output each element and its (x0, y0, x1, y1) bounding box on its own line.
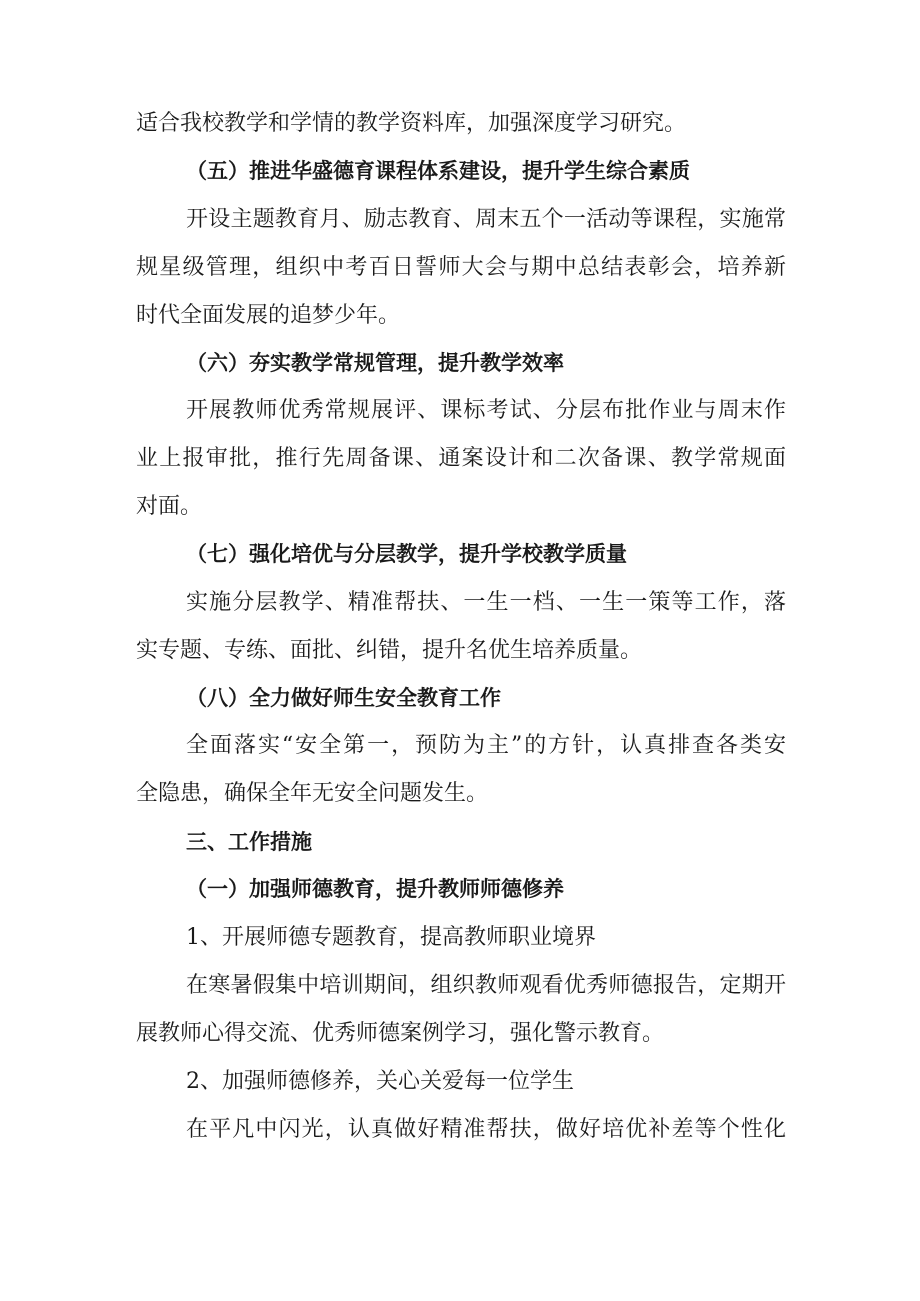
paragraph-line: 全隐患，确保全年无安全问题发生。 (136, 781, 489, 806)
paragraph-line: 对面。 (136, 494, 203, 519)
paragraph-line: 时代全面发展的追梦少年。 (136, 303, 401, 328)
paragraph-line: 适合我校教学和学情的教学资料库，加强深度学习研究。 (136, 111, 687, 136)
paragraph-line: 全面落实“安全第一，预防为主”的方针，认真排查各类安 (186, 733, 786, 758)
paragraph-line: 开展教师优秀常规展评、课标考试、分层布批作业与周末作 (186, 398, 786, 423)
subheading-2: 2、加强师德修养，关心关爱每一位学生 (186, 1069, 574, 1094)
paragraph-line: 实专题、专练、面批、纠错，提升名优生培养质量。 (136, 638, 643, 663)
paragraph-line: 实施分层教学、精准帮扶、一生一档、一生一策等工作，落 (186, 590, 786, 615)
paragraph-line: 在寒暑假集中培训期间，组织教师观看优秀师德报告，定期开 (186, 973, 786, 998)
section-heading-1: （一）加强师德教育，提升教师师德修养 (186, 877, 564, 901)
paragraph-line: 规星级管理，组织中考百日誓师大会与期中总结表彰会，培养新 (136, 255, 786, 280)
section-heading-8: （八）全力做好师生安全教育工作 (186, 686, 501, 710)
section-heading-5: （五）推进华盛德育课程体系建设，提升学生综合素质 (186, 159, 690, 183)
section-heading-6: （六）夯实教学常规管理，提升教学效率 (186, 351, 564, 375)
paragraph-line: 开设主题教育月、励志教育、周末五个一活动等课程，实施常 (186, 207, 786, 232)
paragraph-line: 展教师心得交流、优秀师德案例学习，强化警示教育。 (136, 1021, 665, 1046)
chapter-heading: 三、工作措施 (186, 830, 312, 854)
paragraph-line: 业上报审批，推行先周备课、通案设计和二次备课、教学常规面 (136, 446, 786, 471)
subheading-1: 1、开展师德专题教育，提高教师职业境界 (186, 925, 596, 950)
paragraph-line: 在平凡中闪光，认真做好精准帮扶，做好培优补差等个性化 (186, 1117, 786, 1142)
section-heading-7: （七）强化培优与分层教学，提升学校教学质量 (186, 542, 627, 566)
